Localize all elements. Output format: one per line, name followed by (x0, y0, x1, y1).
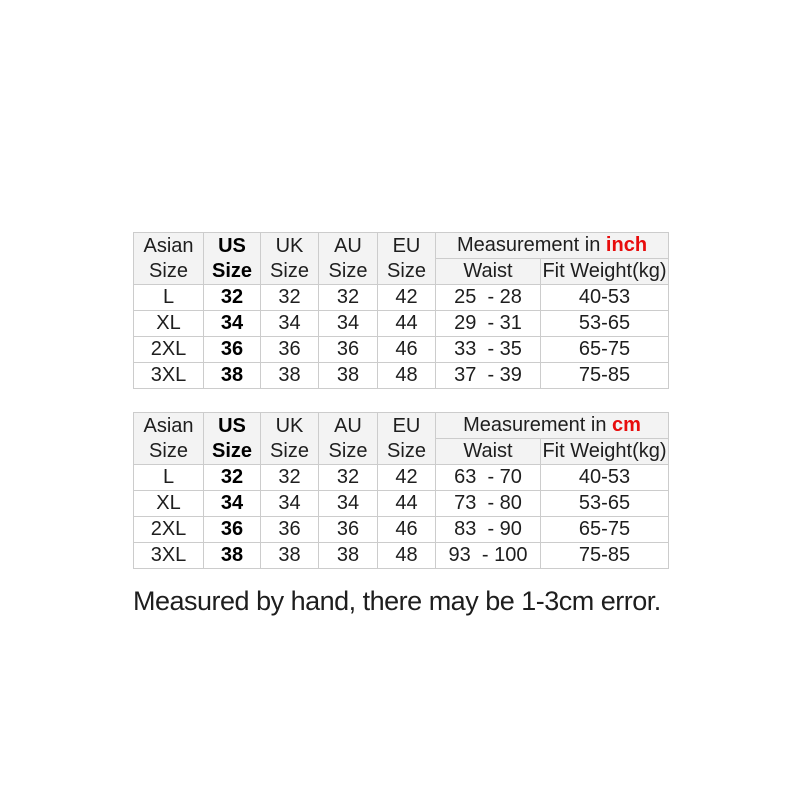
eu-size-cell: 48 (378, 363, 436, 389)
uk-size-cell: 34 (261, 491, 319, 517)
fit-weight-cell: 65-75 (541, 517, 669, 543)
table-row (134, 285, 669, 311)
size-chart-section (133, 232, 668, 617)
table-row (134, 543, 669, 569)
us-size-cell: 34 (204, 311, 261, 337)
table-row (134, 337, 669, 363)
fit-weight-cell: 65-75 (541, 337, 669, 363)
col-header-waist: Waist (436, 439, 541, 465)
uk-size-cell: 38 (261, 543, 319, 569)
uk-size-cell: 32 (261, 285, 319, 311)
col-header-fit-weight: Fit Weight(kg) (541, 259, 669, 285)
asian-size-cell: 2XL (134, 337, 204, 363)
asian-size-cell: L (134, 465, 204, 491)
eu-size-cell: 42 (378, 285, 436, 311)
eu-size-cell: 44 (378, 311, 436, 337)
header-row-main (134, 413, 669, 439)
col-header-au-size: AU Size (319, 413, 378, 465)
col-header-eu-size: EU Size (378, 233, 436, 285)
table-row (134, 363, 669, 389)
au-size-cell: 34 (319, 311, 378, 337)
us-size-cell: 38 (204, 543, 261, 569)
waist-cell: 29 - 31 (436, 311, 541, 337)
fit-weight-cell: 75-85 (541, 543, 669, 569)
uk-size-cell: 36 (261, 337, 319, 363)
eu-size-cell: 44 (378, 491, 436, 517)
asian-size-cell: XL (134, 491, 204, 517)
fit-weight-cell: 53-65 (541, 311, 669, 337)
fit-weight-cell: 75-85 (541, 363, 669, 389)
fit-weight-cell: 40-53 (541, 465, 669, 491)
col-header-waist: Waist (436, 259, 541, 285)
us-size-cell: 32 (204, 465, 261, 491)
eu-size-cell: 46 (378, 337, 436, 363)
au-size-cell: 36 (319, 337, 378, 363)
measurement-unit-inch: inch (605, 234, 648, 256)
asian-size-cell: 3XL (134, 543, 204, 569)
size-chart-cm-table (133, 412, 669, 569)
waist-cell: 37 - 39 (436, 363, 541, 389)
uk-size-cell: 34 (261, 311, 319, 337)
col-header-us-size: US Size (204, 413, 261, 465)
asian-size-cell: 3XL (134, 363, 204, 389)
table-row (134, 311, 669, 337)
us-size-cell: 38 (204, 363, 261, 389)
table-row (134, 491, 669, 517)
us-size-cell: 36 (204, 337, 261, 363)
asian-size-cell: XL (134, 311, 204, 337)
col-header-asian-size: Asian Size (134, 413, 204, 465)
col-header-uk-size: UK Size (261, 413, 319, 465)
col-header-asian-size: Asian Size (134, 233, 204, 285)
waist-cell: 25 - 28 (436, 285, 541, 311)
header-row-main (134, 233, 669, 259)
us-size-cell: 34 (204, 491, 261, 517)
au-size-cell: 32 (319, 465, 378, 491)
eu-size-cell: 46 (378, 517, 436, 543)
measurement-in-inch-header (436, 233, 669, 259)
measurement-note: Measured by hand, there may be 1-3cm error. (133, 586, 661, 616)
measurement-prefix-label: Measurement in (463, 414, 607, 436)
measurement-unit-cm: cm (612, 414, 641, 436)
eu-size-cell: 42 (378, 465, 436, 491)
uk-size-cell: 38 (261, 363, 319, 389)
waist-cell: 93 - 100 (436, 543, 541, 569)
measurement-in-cm-header (436, 413, 669, 439)
asian-size-cell: 2XL (134, 517, 204, 543)
waist-cell: 63 - 70 (436, 465, 541, 491)
fit-weight-cell: 53-65 (541, 491, 669, 517)
au-size-cell: 38 (319, 543, 378, 569)
au-size-cell: 34 (319, 491, 378, 517)
table-row (134, 465, 669, 491)
waist-cell: 33 - 35 (436, 337, 541, 363)
table-row (134, 517, 669, 543)
fit-weight-cell: 40-53 (541, 285, 669, 311)
au-size-cell: 38 (319, 363, 378, 389)
us-size-cell: 36 (204, 517, 261, 543)
waist-cell: 73 - 80 (436, 491, 541, 517)
waist-cell: 83 - 90 (436, 517, 541, 543)
measurement-prefix-label: Measurement in (456, 234, 601, 256)
col-header-uk-size: UK Size (261, 233, 319, 285)
asian-size-cell: L (134, 285, 204, 311)
col-header-au-size: AU Size (319, 233, 378, 285)
col-header-us-size: US Size (204, 233, 261, 285)
au-size-cell: 36 (319, 517, 378, 543)
au-size-cell: 32 (319, 285, 378, 311)
us-size-cell: 32 (204, 285, 261, 311)
col-header-fit-weight: Fit Weight(kg) (541, 439, 669, 465)
size-chart-inch-table (133, 232, 669, 389)
col-header-eu-size: EU Size (378, 413, 436, 465)
eu-size-cell: 48 (378, 543, 436, 569)
uk-size-cell: 36 (261, 517, 319, 543)
uk-size-cell: 32 (261, 465, 319, 491)
